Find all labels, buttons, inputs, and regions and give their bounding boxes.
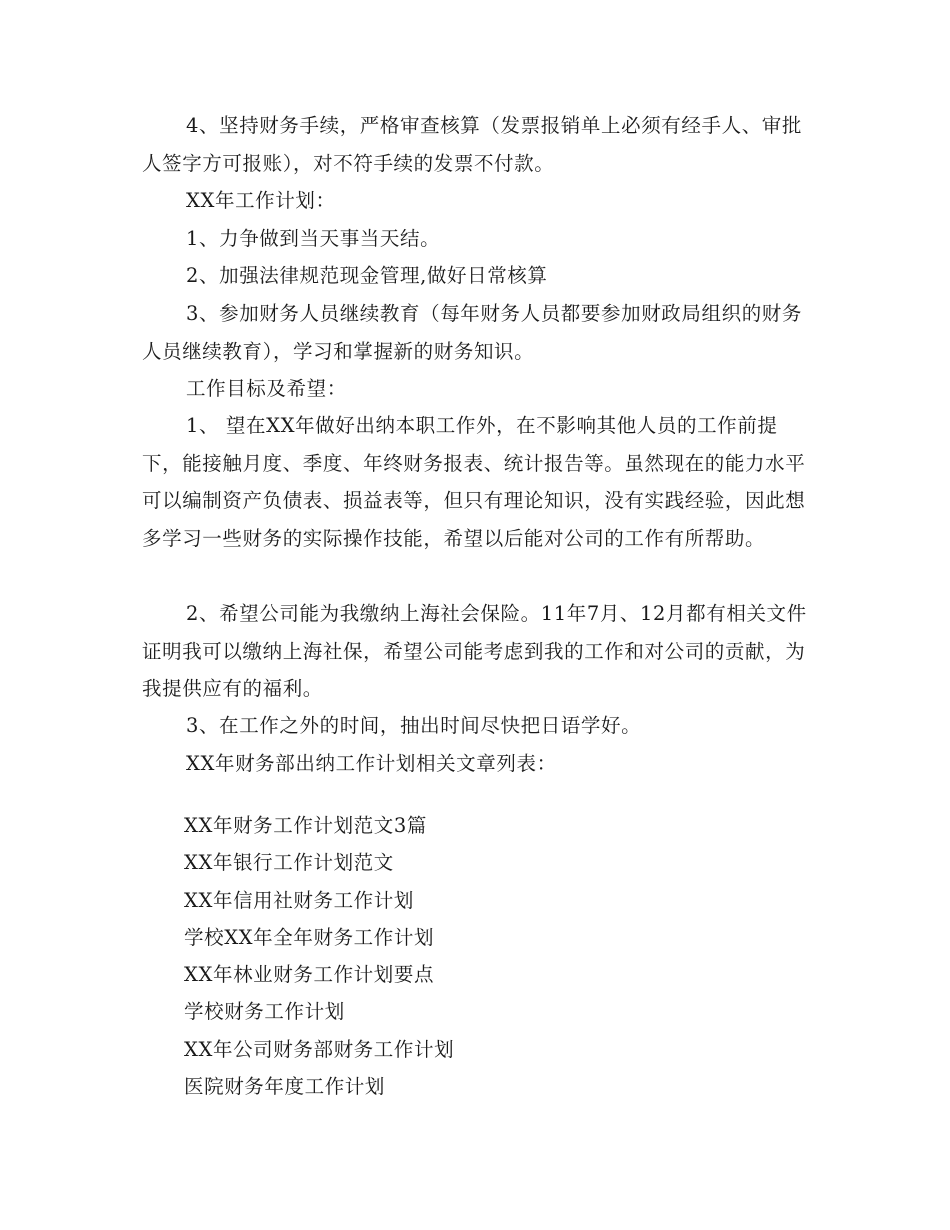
plan-item-3: 3、参加财务人员继续教育（每年财务人员都要参加财政局组织的财务人员继续教育），学习和掌握新的财务知识。	[142, 302, 803, 363]
goal-item-3: 3、在工作之外的时间，抽出时间尽快把日语学好。	[186, 714, 642, 737]
related-article-link[interactable]: XX年信用社财务工作计划	[184, 888, 414, 912]
paragraph-finance-procedure: 4、坚持财务手续，严格审查核算（发票报销单上必须有经手人、审批人签字方可报账），对不符手续的发票不付款。	[142, 114, 803, 175]
heading-work-plan: XX年工作计划：	[186, 189, 336, 212]
goal-item-1: 1、 望在XX年做好出纳本职工作外，在不影响其他人员的工作前提下，能接触月度、季度、年终财务报表、统计报告等。虽然现在的能力水平可以编制资产负债表、损益表等，但只有理论知识，没有实践经验，因此想多学习一些财务的实际操作技能，希望以后能对公司的工作有所帮助。	[142, 414, 806, 550]
related-articles-list	[184, 807, 454, 1105]
plan-item-2: 2、加强法律规范现金管理,做好日常核算	[186, 264, 548, 287]
heading-related-articles: XX年财务部出纳工作计划相关文章列表：	[186, 752, 557, 775]
related-article-link[interactable]: 学校财务工作计划	[184, 1000, 345, 1024]
goal-item-2: 2、希望公司能为我缴纳上海社会保险。11年7月、12月都有相关文件证明我可以缴纳上海社保，希望公司能考虑到我的工作和对公司的贡献，为我提供应有的福利。	[142, 602, 807, 701]
related-article-link[interactable]: 学校XX年全年财务工作计划	[184, 925, 435, 949]
plan-item-1: 1、力争做到当天事当天结。	[186, 227, 441, 250]
related-article-link[interactable]: XX年财务工作计划范文3篇	[184, 814, 427, 837]
related-article-link[interactable]: XX年公司财务部财务工作计划	[184, 1037, 455, 1061]
heading-goals: 工作目标及希望：	[186, 377, 347, 400]
related-article-link[interactable]: XX年银行工作计划范文	[184, 851, 394, 875]
related-article-link[interactable]: XX年林业财务工作计划要点	[184, 963, 435, 987]
related-article-link[interactable]: 医院财务年度工作计划	[184, 1075, 386, 1099]
